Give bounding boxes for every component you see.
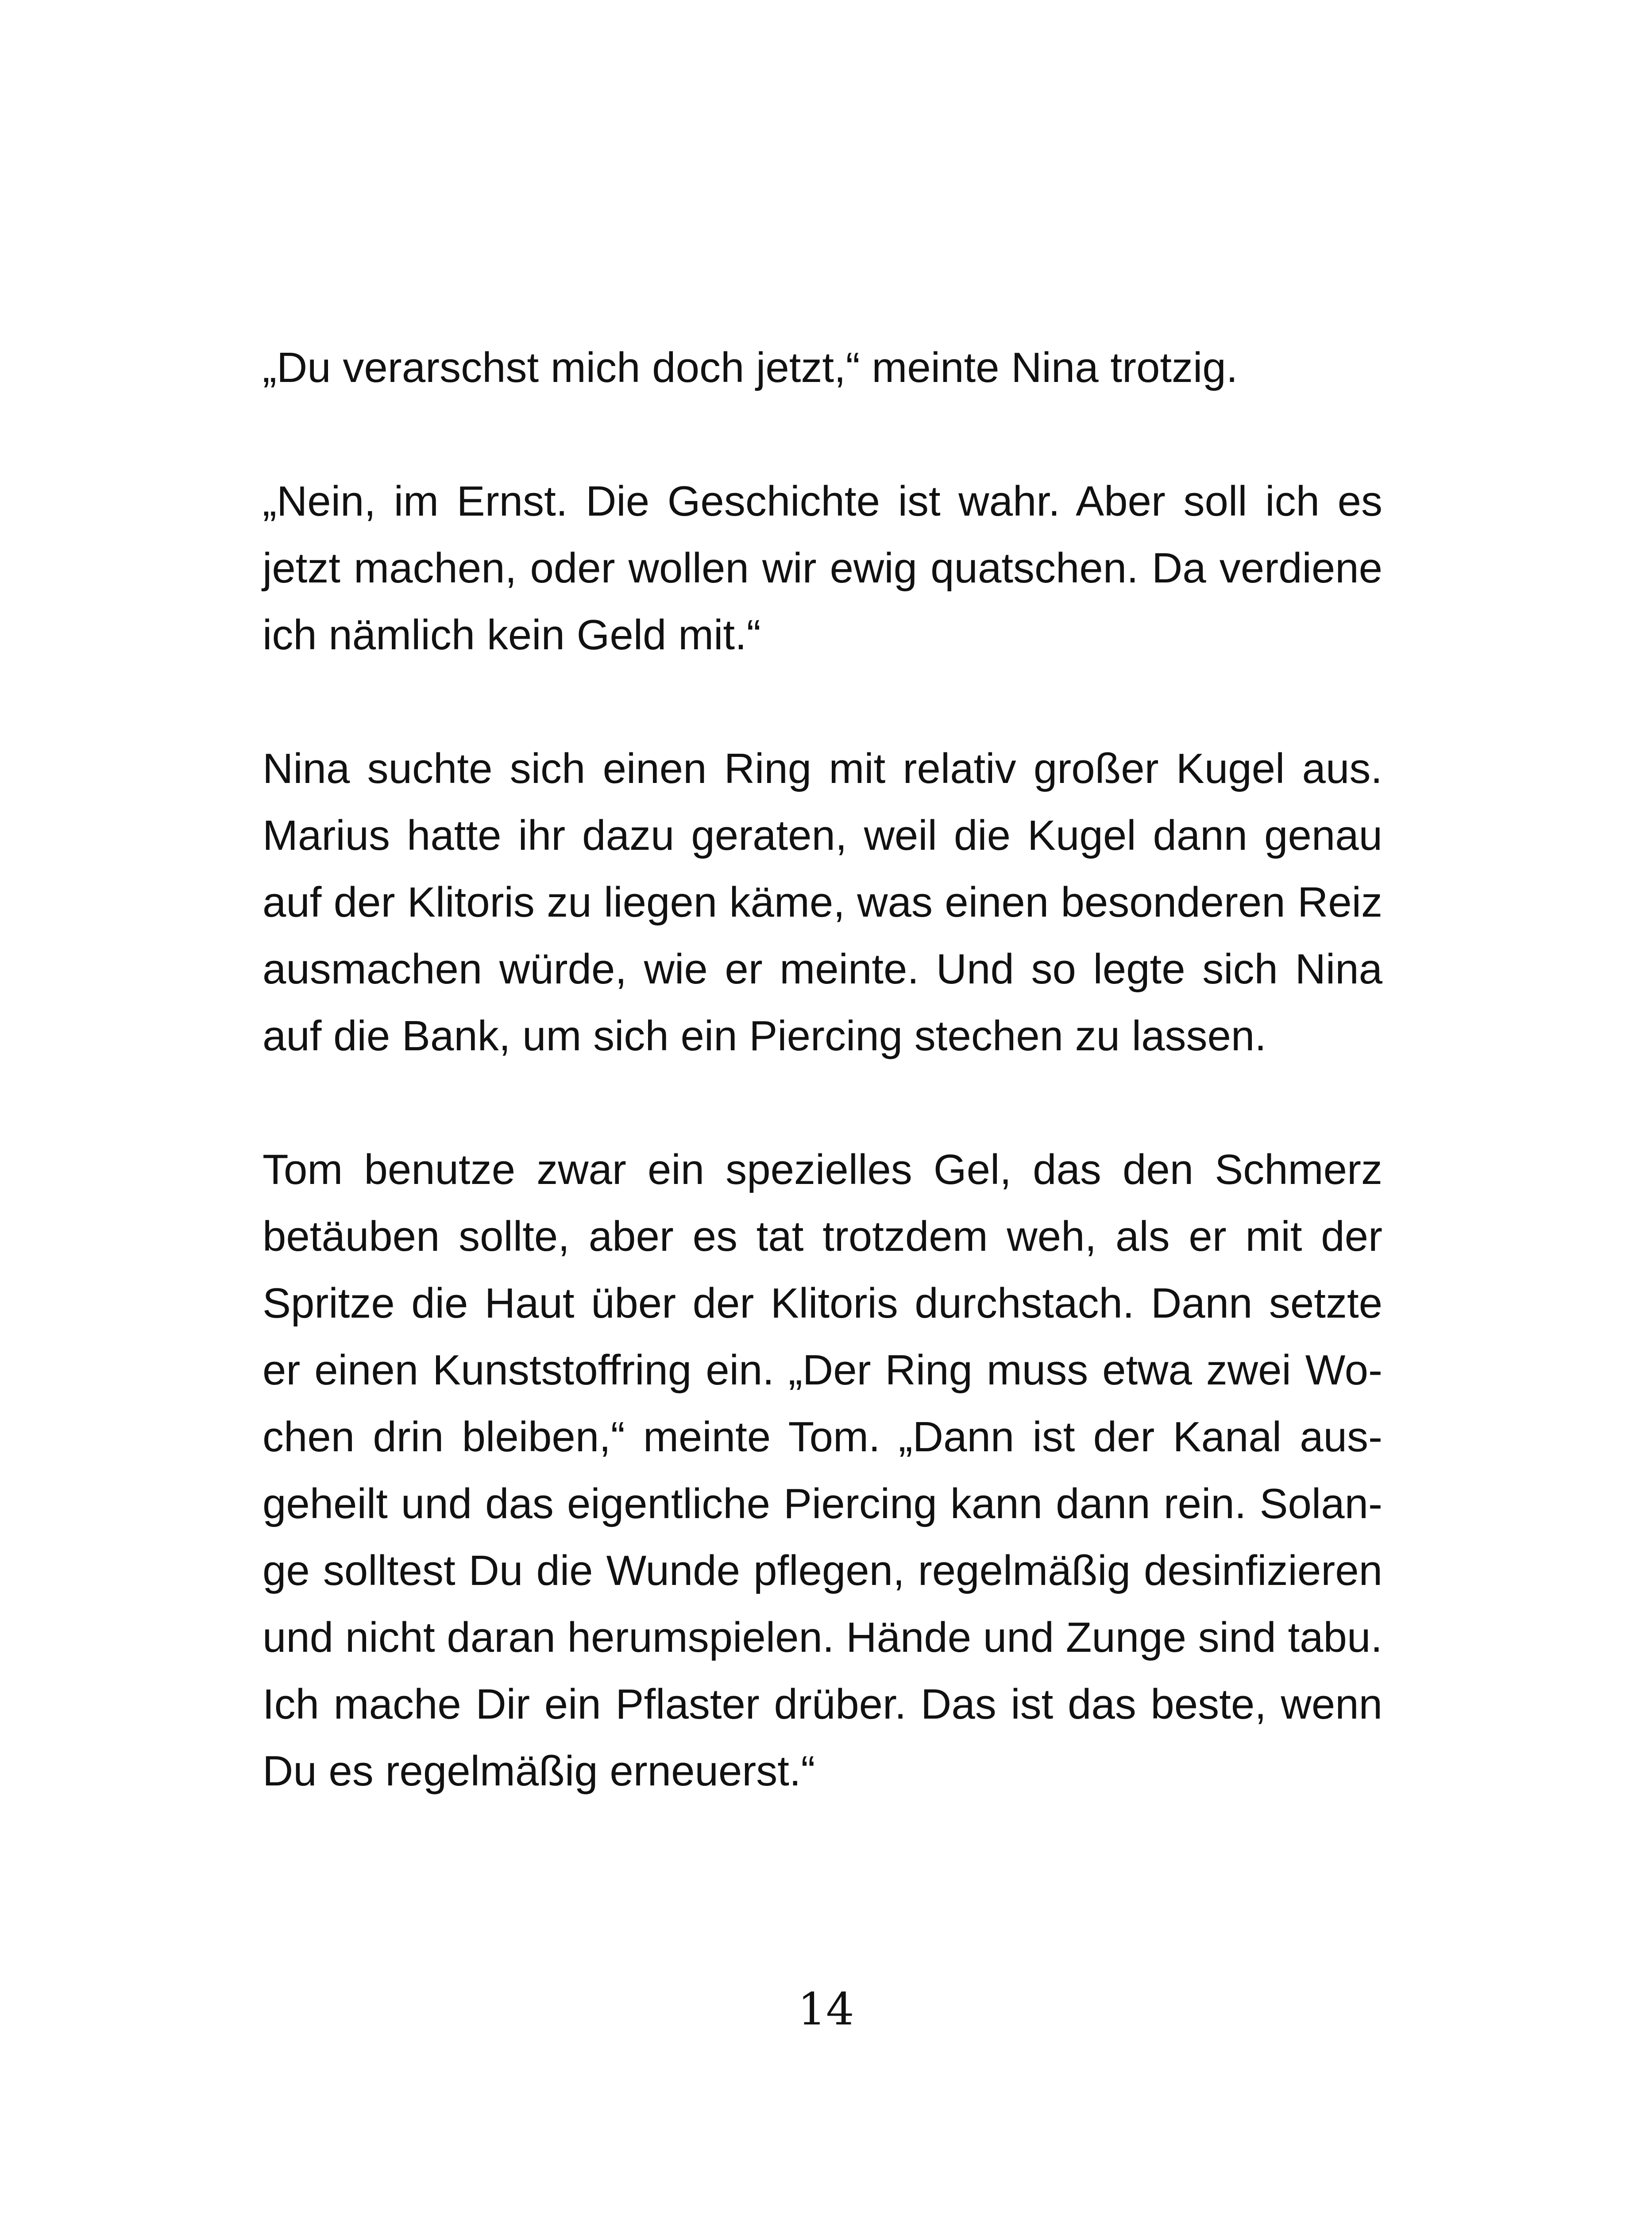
page-number: 14 — [798, 1983, 854, 2035]
paragraph-2: „Nein, im Ernst. Die Geschichte ist wahr. Aber soll ich es jetzt machen, oder wollen wir ewig quatschen. Da verdiene ich nämlich kein Geld mit.“ — [262, 478, 1382, 659]
paragraph-4: Tom benutze zwar ein spezielles Gel, das den Schmerz betäuben sollte, aber es tat trotzdem weh, als er mit der Spritze die Haut über der Klitoris durchstach. Dann setzte er einen Kunststoffring ein. „Der Ring muss etwa zwei Wochen drin bleiben,“ meinte Tom. „Dann ist der Kanal ausgeheilt und das eigentliche Piercing kann dann rein. Solange solltest Du die Wunde pflegen, regelmäßig desinfizieren und nicht daran herumspielen. Hände und Zunge sind tabu. Ich mache Dir ein Pflaster drüber. Das ist das beste, wenn Du es regelmäßig erneuerst.“ — [262, 1146, 1382, 1795]
paragraph-gap — [262, 668, 1382, 735]
paragraph-3: Nina suchte sich einen Ring mit relativ großer Kugel aus. Marius hatte ihr dazu geraten, weil die Kugel dann genau auf der Klitoris zu liegen käme, was einen besonderen Reiz ausmachen würde, wie er meinte. Und so legte sich Nina auf die Bank, um sich ein Piercing stechen zu lassen. — [262, 745, 1382, 1060]
paragraph-gap — [262, 401, 1382, 468]
body-text — [262, 334, 1382, 1804]
paragraph-gap — [262, 1069, 1382, 1136]
paragraph-1: „Du verarschst mich doch jetzt,“ meinte Nina trotzig. — [262, 344, 1238, 391]
